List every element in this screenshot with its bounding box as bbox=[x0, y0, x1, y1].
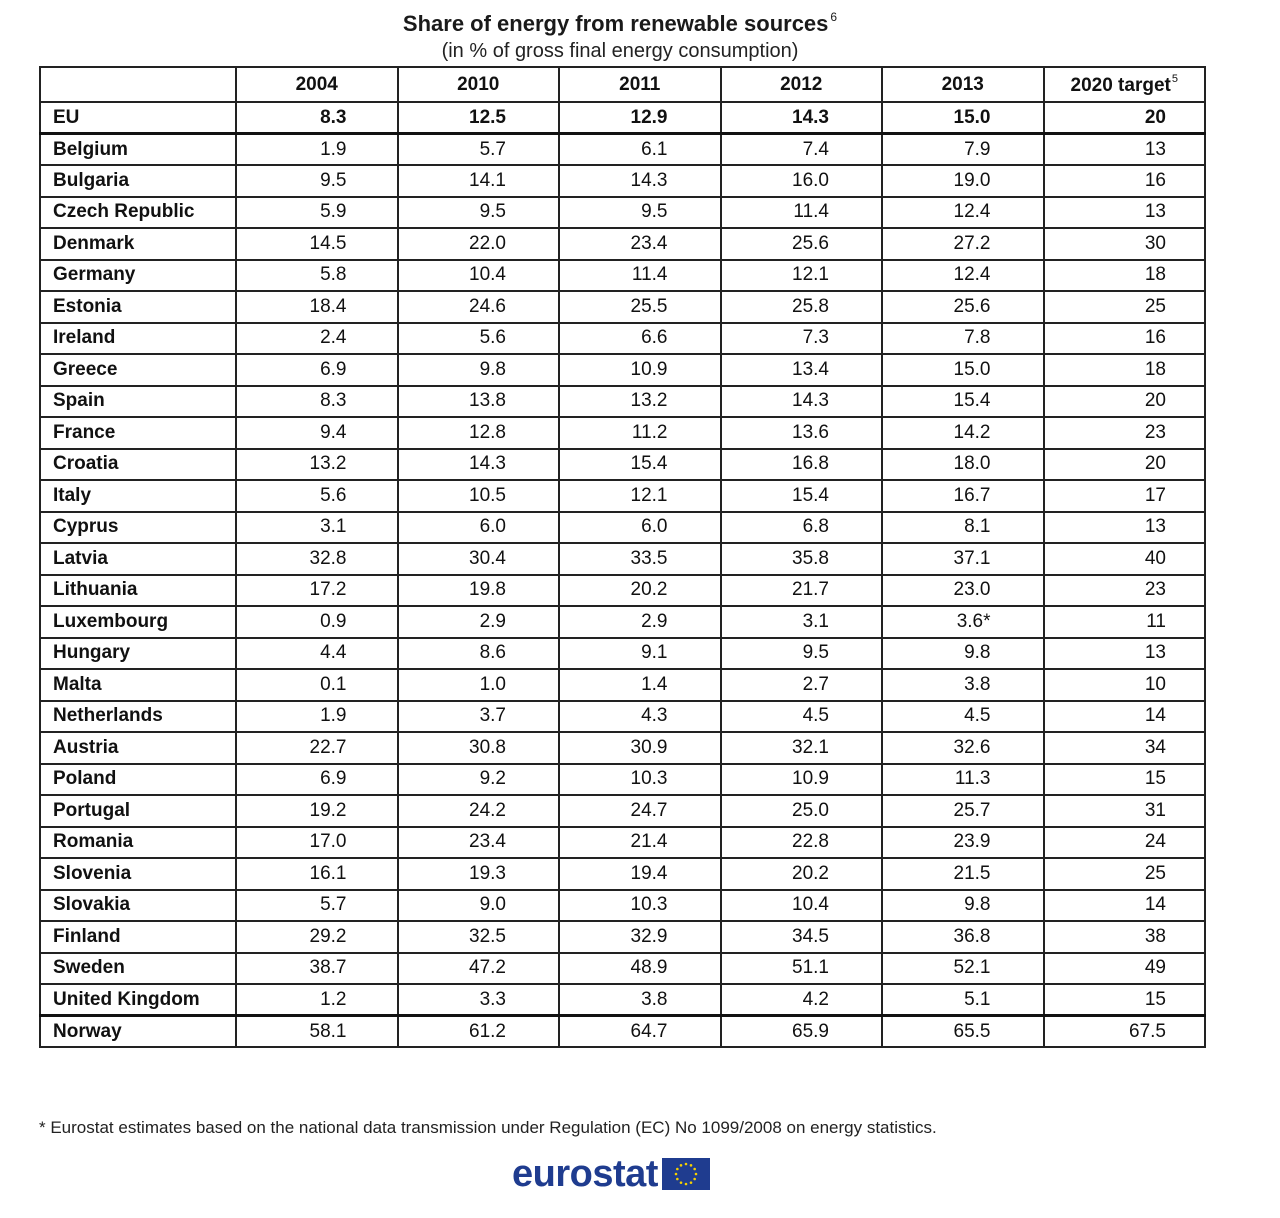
value-cell: 2.9 bbox=[559, 606, 721, 638]
value-cell: 52.1 bbox=[882, 953, 1044, 985]
country-cell: Germany bbox=[40, 260, 236, 292]
value-cell: 15.4 bbox=[721, 480, 883, 512]
country-cell: Lithuania bbox=[40, 575, 236, 607]
value-cell: 21.4 bbox=[559, 827, 721, 859]
value-cell: 2.9 bbox=[398, 606, 560, 638]
value-cell: 3.8 bbox=[559, 984, 721, 1016]
value-cell: 25.8 bbox=[721, 291, 883, 323]
column-header-2020-target bbox=[1044, 67, 1206, 102]
value-cell: 23.0 bbox=[882, 575, 1044, 607]
target-cell: 30 bbox=[1044, 228, 1206, 260]
target-cell: 31 bbox=[1044, 795, 1206, 827]
value-cell: 9.8 bbox=[398, 354, 560, 386]
value-cell: 4.2 bbox=[721, 984, 883, 1016]
value-cell: 10.4 bbox=[398, 260, 560, 292]
country-cell: Cyprus bbox=[40, 512, 236, 544]
table-row bbox=[40, 323, 1205, 355]
value-cell: 6.0 bbox=[559, 512, 721, 544]
value-cell: 23.4 bbox=[398, 827, 560, 859]
value-cell: 13.6 bbox=[721, 417, 883, 449]
table-row bbox=[40, 732, 1205, 764]
value-cell: 47.2 bbox=[398, 953, 560, 985]
target-cell: 15 bbox=[1044, 984, 1206, 1016]
table-row bbox=[40, 764, 1205, 796]
target-cell: 40 bbox=[1044, 543, 1206, 575]
value-cell: 23.9 bbox=[882, 827, 1044, 859]
value-cell: 58.1 bbox=[236, 1016, 398, 1048]
header-corner-cell bbox=[40, 67, 236, 102]
country-cell: Slovakia bbox=[40, 890, 236, 922]
value-cell: 32.9 bbox=[559, 921, 721, 953]
value-cell: 30.8 bbox=[398, 732, 560, 764]
country-cell: Sweden bbox=[40, 953, 236, 985]
value-cell: 23.4 bbox=[559, 228, 721, 260]
value-cell: 8.3 bbox=[236, 102, 398, 134]
value-cell: 25.0 bbox=[721, 795, 883, 827]
value-cell: 15.4 bbox=[882, 386, 1044, 418]
target-cell: 16 bbox=[1044, 323, 1206, 355]
value-cell: 1.2 bbox=[236, 984, 398, 1016]
country-cell: Romania bbox=[40, 827, 236, 859]
value-cell: 19.0 bbox=[882, 165, 1044, 197]
value-cell: 19.2 bbox=[236, 795, 398, 827]
value-cell: 0.9 bbox=[236, 606, 398, 638]
flag-star bbox=[675, 1173, 678, 1176]
value-cell: 9.5 bbox=[721, 638, 883, 670]
table-row bbox=[40, 858, 1205, 890]
value-cell: 64.7 bbox=[559, 1016, 721, 1048]
target-cell: 11 bbox=[1044, 606, 1206, 638]
value-cell: 30.9 bbox=[559, 732, 721, 764]
value-cell: 17.2 bbox=[236, 575, 398, 607]
country-cell: Norway bbox=[40, 1016, 236, 1048]
value-cell: 8.1 bbox=[882, 512, 1044, 544]
value-cell: 7.4 bbox=[721, 134, 883, 166]
value-cell: 32.5 bbox=[398, 921, 560, 953]
table-row bbox=[40, 1016, 1205, 1048]
country-cell: Poland bbox=[40, 764, 236, 796]
value-cell: 18.0 bbox=[882, 449, 1044, 481]
table-row bbox=[40, 638, 1205, 670]
column-header-2010: 2010 bbox=[398, 67, 560, 102]
table-row bbox=[40, 354, 1205, 386]
table-row bbox=[40, 701, 1205, 733]
value-cell: 5.9 bbox=[236, 197, 398, 229]
target-cell: 20 bbox=[1044, 102, 1206, 134]
value-cell: 3.1 bbox=[236, 512, 398, 544]
country-cell: Slovenia bbox=[40, 858, 236, 890]
value-cell: 13.2 bbox=[236, 449, 398, 481]
value-cell: 32.8 bbox=[236, 543, 398, 575]
target-cell: 49 bbox=[1044, 953, 1206, 985]
value-cell: 6.1 bbox=[559, 134, 721, 166]
target-header-label: 2020 target bbox=[1070, 74, 1171, 96]
value-cell: 32.1 bbox=[721, 732, 883, 764]
value-cell: 5.6 bbox=[236, 480, 398, 512]
value-cell: 33.5 bbox=[559, 543, 721, 575]
flag-star bbox=[695, 1173, 698, 1176]
value-cell: 24.6 bbox=[398, 291, 560, 323]
value-cell: 9.5 bbox=[559, 197, 721, 229]
column-header-2004: 2004 bbox=[236, 67, 398, 102]
value-cell: 10.5 bbox=[398, 480, 560, 512]
table-row bbox=[40, 291, 1205, 323]
target-cell: 25 bbox=[1044, 291, 1206, 323]
value-cell: 14.5 bbox=[236, 228, 398, 260]
value-cell: 10.3 bbox=[559, 764, 721, 796]
value-cell: 6.0 bbox=[398, 512, 560, 544]
target-cell: 10 bbox=[1044, 669, 1206, 701]
target-cell: 38 bbox=[1044, 921, 1206, 953]
value-cell: 13.4 bbox=[721, 354, 883, 386]
value-cell: 16.7 bbox=[882, 480, 1044, 512]
value-cell: 14.2 bbox=[882, 417, 1044, 449]
value-cell: 13.8 bbox=[398, 386, 560, 418]
target-cell: 14 bbox=[1044, 701, 1206, 733]
column-header-2013: 2013 bbox=[882, 67, 1044, 102]
value-cell: 1.4 bbox=[559, 669, 721, 701]
value-cell: 5.6 bbox=[398, 323, 560, 355]
value-cell: 14.3 bbox=[721, 386, 883, 418]
value-cell: 7.9 bbox=[882, 134, 1044, 166]
value-cell: 48.9 bbox=[559, 953, 721, 985]
value-cell: 5.8 bbox=[236, 260, 398, 292]
value-cell: 3.8 bbox=[882, 669, 1044, 701]
flag-star bbox=[685, 1183, 688, 1186]
value-cell: 6.6 bbox=[559, 323, 721, 355]
table-row bbox=[40, 921, 1205, 953]
value-cell: 1.9 bbox=[236, 701, 398, 733]
value-cell: 14.1 bbox=[398, 165, 560, 197]
target-cell: 25 bbox=[1044, 858, 1206, 890]
target-cell: 13 bbox=[1044, 512, 1206, 544]
target-cell: 16 bbox=[1044, 165, 1206, 197]
value-cell: 5.1 bbox=[882, 984, 1044, 1016]
title-footnote-marker: 6 bbox=[830, 10, 838, 24]
target-cell: 23 bbox=[1044, 417, 1206, 449]
value-cell: 5.7 bbox=[398, 134, 560, 166]
country-cell: Portugal bbox=[40, 795, 236, 827]
value-cell: 4.3 bbox=[559, 701, 721, 733]
table-row bbox=[40, 543, 1205, 575]
table-row bbox=[40, 575, 1205, 607]
country-cell: France bbox=[40, 417, 236, 449]
value-cell: 10.4 bbox=[721, 890, 883, 922]
table-row bbox=[40, 165, 1205, 197]
value-cell: 20.2 bbox=[721, 858, 883, 890]
table-row bbox=[40, 606, 1205, 638]
table-row bbox=[40, 953, 1205, 985]
table-row bbox=[40, 795, 1205, 827]
country-cell: Estonia bbox=[40, 291, 236, 323]
table-row bbox=[40, 512, 1205, 544]
value-cell: 11.3 bbox=[882, 764, 1044, 796]
country-cell: Croatia bbox=[40, 449, 236, 481]
target-cell: 23 bbox=[1044, 575, 1206, 607]
flag-star bbox=[676, 1178, 679, 1181]
value-cell: 3.3 bbox=[398, 984, 560, 1016]
value-cell: 4.5 bbox=[882, 701, 1044, 733]
flag-star bbox=[690, 1164, 693, 1167]
title-text: Share of energy from renewable sources bbox=[402, 11, 829, 36]
value-cell: 21.7 bbox=[721, 575, 883, 607]
table-row bbox=[40, 417, 1205, 449]
target-cell: 13 bbox=[1044, 134, 1206, 166]
country-cell: Italy bbox=[40, 480, 236, 512]
value-cell: 19.8 bbox=[398, 575, 560, 607]
value-cell: 14.3 bbox=[559, 165, 721, 197]
value-cell: 17.0 bbox=[236, 827, 398, 859]
value-cell: 20.2 bbox=[559, 575, 721, 607]
column-header-2011: 2011 bbox=[559, 67, 721, 102]
value-cell: 4.4 bbox=[236, 638, 398, 670]
table-row bbox=[40, 480, 1205, 512]
target-cell: 20 bbox=[1044, 449, 1206, 481]
table-body bbox=[40, 102, 1205, 1047]
value-cell: 9.4 bbox=[236, 417, 398, 449]
table-row bbox=[40, 134, 1205, 166]
value-cell: 27.2 bbox=[882, 228, 1044, 260]
value-cell: 22.0 bbox=[398, 228, 560, 260]
header-row bbox=[40, 67, 1205, 102]
value-cell: 14.3 bbox=[721, 102, 883, 134]
value-cell: 15.4 bbox=[559, 449, 721, 481]
table-row bbox=[40, 228, 1205, 260]
value-cell: 6.8 bbox=[721, 512, 883, 544]
value-cell: 18.4 bbox=[236, 291, 398, 323]
value-cell: 9.5 bbox=[398, 197, 560, 229]
table-row bbox=[40, 386, 1205, 418]
country-cell: Bulgaria bbox=[40, 165, 236, 197]
value-cell: 9.5 bbox=[236, 165, 398, 197]
target-cell: 34 bbox=[1044, 732, 1206, 764]
value-cell: 11.2 bbox=[559, 417, 721, 449]
value-cell: 10.3 bbox=[559, 890, 721, 922]
value-cell: 6.9 bbox=[236, 354, 398, 386]
renewable-share-table bbox=[39, 66, 1206, 1048]
table-row bbox=[40, 260, 1205, 292]
value-cell: 9.1 bbox=[559, 638, 721, 670]
value-cell: 15.0 bbox=[882, 354, 1044, 386]
value-cell: 25.7 bbox=[882, 795, 1044, 827]
value-cell: 65.9 bbox=[721, 1016, 883, 1048]
value-cell: 22.7 bbox=[236, 732, 398, 764]
value-cell: 16.0 bbox=[721, 165, 883, 197]
value-cell: 7.3 bbox=[721, 323, 883, 355]
page-subtitle: (in % of gross final energy consumption) bbox=[441, 40, 799, 62]
value-cell: 12.4 bbox=[882, 197, 1044, 229]
value-cell: 12.9 bbox=[559, 102, 721, 134]
value-cell: 6.9 bbox=[236, 764, 398, 796]
value-cell: 34.5 bbox=[721, 921, 883, 953]
country-cell: Malta bbox=[40, 669, 236, 701]
value-cell: 22.8 bbox=[721, 827, 883, 859]
value-cell: 65.5 bbox=[882, 1016, 1044, 1048]
value-cell: 1.0 bbox=[398, 669, 560, 701]
logo-wordmark: eurostat bbox=[512, 1153, 658, 1195]
value-cell: 21.5 bbox=[882, 858, 1044, 890]
country-cell: Hungary bbox=[40, 638, 236, 670]
value-cell: 12.1 bbox=[559, 480, 721, 512]
value-cell: 25.6 bbox=[721, 228, 883, 260]
value-cell: 10.9 bbox=[559, 354, 721, 386]
country-cell: Luxembourg bbox=[40, 606, 236, 638]
value-cell: 12.4 bbox=[882, 260, 1044, 292]
target-cell: 17 bbox=[1044, 480, 1206, 512]
value-cell: 19.3 bbox=[398, 858, 560, 890]
country-cell: Belgium bbox=[40, 134, 236, 166]
table-row bbox=[40, 102, 1205, 134]
flag-star bbox=[685, 1163, 688, 1166]
target-cell: 18 bbox=[1044, 260, 1206, 292]
target-cell: 20 bbox=[1044, 386, 1206, 418]
value-cell: 16.8 bbox=[721, 449, 883, 481]
value-cell: 61.2 bbox=[398, 1016, 560, 1048]
value-cell: 2.7 bbox=[721, 669, 883, 701]
value-cell: 25.5 bbox=[559, 291, 721, 323]
table-row bbox=[40, 890, 1205, 922]
country-cell: Czech Republic bbox=[40, 197, 236, 229]
country-cell: United Kingdom bbox=[40, 984, 236, 1016]
value-cell: 5.7 bbox=[236, 890, 398, 922]
value-cell: 37.1 bbox=[882, 543, 1044, 575]
value-cell: 35.8 bbox=[721, 543, 883, 575]
value-cell: 1.9 bbox=[236, 134, 398, 166]
value-cell: 16.1 bbox=[236, 858, 398, 890]
value-cell: 12.1 bbox=[721, 260, 883, 292]
value-cell: 12.5 bbox=[398, 102, 560, 134]
value-cell: 14.3 bbox=[398, 449, 560, 481]
target-cell: 18 bbox=[1044, 354, 1206, 386]
flag-star bbox=[693, 1168, 696, 1171]
flag-star bbox=[676, 1168, 679, 1171]
table-row bbox=[40, 449, 1205, 481]
value-cell: 29.2 bbox=[236, 921, 398, 953]
flag-star bbox=[680, 1181, 683, 1184]
value-cell: 7.8 bbox=[882, 323, 1044, 355]
eu-flag-icon bbox=[662, 1158, 710, 1190]
country-cell: Latvia bbox=[40, 543, 236, 575]
value-cell: 2.4 bbox=[236, 323, 398, 355]
value-cell: 19.4 bbox=[559, 858, 721, 890]
country-cell: Spain bbox=[40, 386, 236, 418]
target-cell: 14 bbox=[1044, 890, 1206, 922]
target-cell: 67.5 bbox=[1044, 1016, 1206, 1048]
table-row bbox=[40, 984, 1205, 1016]
title-block bbox=[0, 2, 1240, 63]
target-cell: 13 bbox=[1044, 197, 1206, 229]
value-cell: 30.4 bbox=[398, 543, 560, 575]
value-cell: 24.7 bbox=[559, 795, 721, 827]
value-cell: 51.1 bbox=[721, 953, 883, 985]
target-cell: 13 bbox=[1044, 638, 1206, 670]
value-cell: 8.6 bbox=[398, 638, 560, 670]
table-row bbox=[40, 197, 1205, 229]
value-cell: 32.6 bbox=[882, 732, 1044, 764]
page-title bbox=[0, 2, 1240, 39]
table-row bbox=[40, 827, 1205, 859]
table-row bbox=[40, 669, 1205, 701]
target-footnote-marker: 5 bbox=[1171, 72, 1178, 85]
value-cell: 9.8 bbox=[882, 638, 1044, 670]
flag-star bbox=[680, 1164, 683, 1167]
flag-star bbox=[690, 1181, 693, 1184]
country-cell: Ireland bbox=[40, 323, 236, 355]
value-cell: 15.0 bbox=[882, 102, 1044, 134]
value-cell: 11.4 bbox=[721, 197, 883, 229]
country-cell: Greece bbox=[40, 354, 236, 386]
value-cell: 3.1 bbox=[721, 606, 883, 638]
flag-star bbox=[693, 1178, 696, 1181]
value-cell: 25.6 bbox=[882, 291, 1044, 323]
value-cell: 10.9 bbox=[721, 764, 883, 796]
value-cell: 24.2 bbox=[398, 795, 560, 827]
country-cell: Netherlands bbox=[40, 701, 236, 733]
eurostat-logo bbox=[512, 1152, 710, 1196]
country-cell: Denmark bbox=[40, 228, 236, 260]
value-cell: 4.5 bbox=[721, 701, 883, 733]
value-cell: 3.7 bbox=[398, 701, 560, 733]
value-cell: 36.8 bbox=[882, 921, 1044, 953]
eu-flag-svg bbox=[662, 1158, 710, 1190]
footnote: * Eurostat estimates based on the national data transmission under Regulation (EC) No 1099/2008 on energy statistics. bbox=[39, 1118, 937, 1137]
country-cell: EU bbox=[40, 102, 236, 134]
value-cell: 3.6* bbox=[882, 606, 1044, 638]
country-cell: Austria bbox=[40, 732, 236, 764]
column-header-2012: 2012 bbox=[721, 67, 883, 102]
value-cell: 9.8 bbox=[882, 890, 1044, 922]
value-cell: 11.4 bbox=[559, 260, 721, 292]
value-cell: 9.2 bbox=[398, 764, 560, 796]
target-cell: 15 bbox=[1044, 764, 1206, 796]
value-cell: 13.2 bbox=[559, 386, 721, 418]
target-cell: 24 bbox=[1044, 827, 1206, 859]
value-cell: 38.7 bbox=[236, 953, 398, 985]
country-cell: Finland bbox=[40, 921, 236, 953]
value-cell: 0.1 bbox=[236, 669, 398, 701]
value-cell: 8.3 bbox=[236, 386, 398, 418]
value-cell: 12.8 bbox=[398, 417, 560, 449]
value-cell: 9.0 bbox=[398, 890, 560, 922]
